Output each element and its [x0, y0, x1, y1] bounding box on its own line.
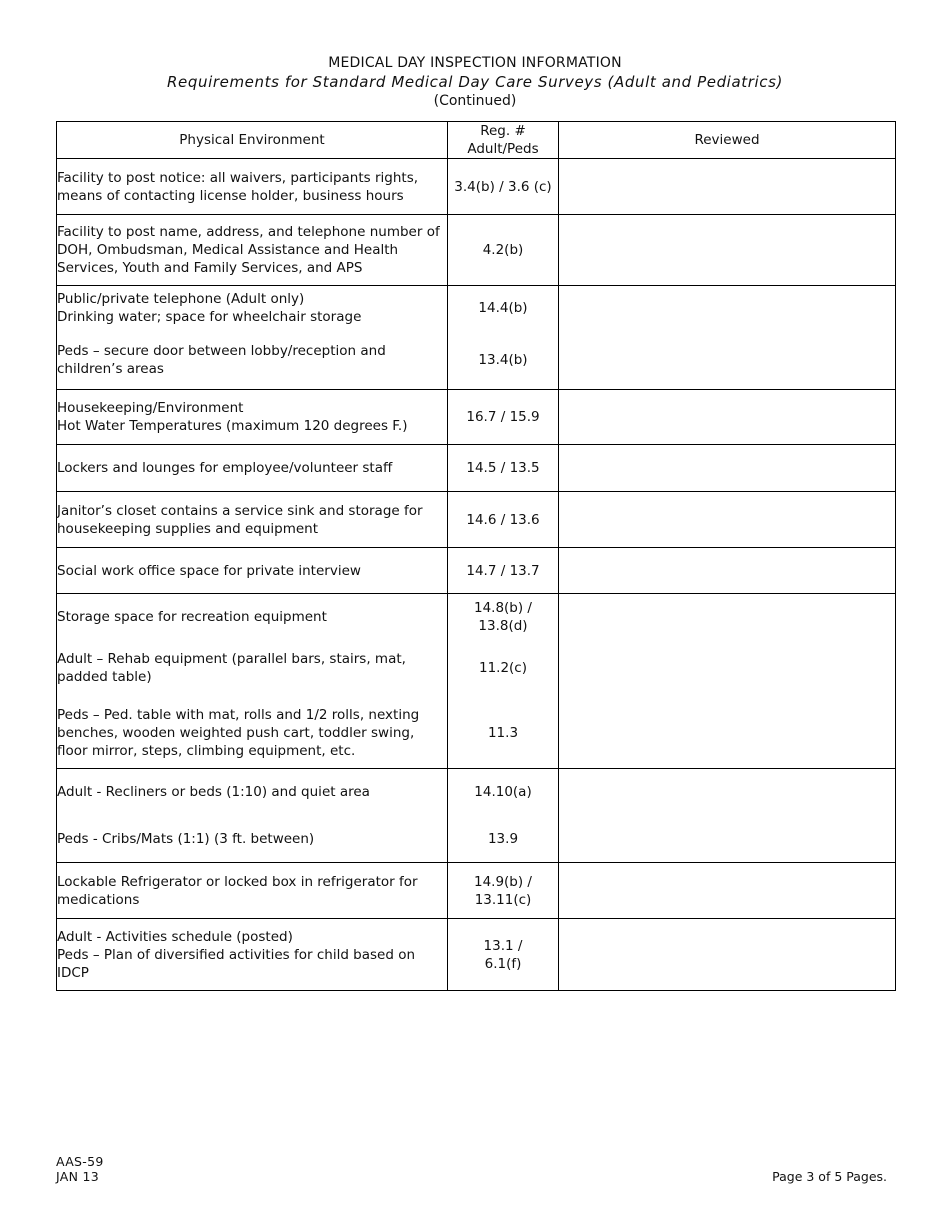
requirement-text: Lockers and lounges for employee/volunteer staff [57, 460, 393, 476]
regulation-number: 13.1 / [483, 937, 523, 954]
regulation-number: 16.7 / 15.9 [466, 409, 540, 425]
regulation-cell [448, 594, 559, 769]
regulation-number: 13.4(b) [478, 351, 528, 368]
reviewed-cell[interactable] [559, 390, 896, 445]
form-number: AAS-59 [56, 1154, 104, 1169]
regulation-cell [448, 215, 559, 286]
regulation-cell [448, 390, 559, 445]
requirement-text: Facility to post name, address, and telephone number of DOH, Ombudsman, Medical Assistance and Health Services, Youth and Family Services, and APS [57, 224, 440, 276]
reviewed-cell[interactable] [559, 215, 896, 286]
regulation-number: 4.2(b) [482, 242, 524, 258]
requirement-text: Peds – Ped. table with mat, rolls and 1/2 rolls, nexting benches, wooden weighted push cart, toddler swing, floor mirror, steps, climbing equipment, etc. [57, 706, 420, 759]
regulation-cell [448, 863, 559, 919]
column-header-reg-line2: Adult/Peds [467, 141, 539, 157]
regulation-number: 14.8(b) / 13.8(d) [473, 599, 532, 634]
requirement-text: Drinking water; space for wheelchair storage [57, 309, 362, 325]
requirement-text: Lockable Refrigerator or locked box in refrigerator for medications [57, 873, 418, 908]
regulation-item [448, 178, 558, 196]
table-row [57, 863, 896, 919]
table-row [57, 390, 896, 445]
requirement-item [57, 769, 447, 815]
table-row [57, 594, 896, 769]
requirement-cell [57, 159, 448, 215]
requirement-item [57, 169, 447, 205]
regulation-cell [448, 492, 559, 548]
column-header-physical-environment: Physical Environment [57, 122, 448, 159]
requirement-item [57, 928, 447, 982]
reviewed-cell[interactable] [559, 769, 896, 863]
regulation-cell [448, 919, 559, 991]
reviewed-cell[interactable] [559, 445, 896, 492]
requirement-item [57, 815, 447, 862]
requirement-cell [57, 390, 448, 445]
regulation-item [448, 562, 558, 580]
regulation-item [448, 241, 558, 259]
requirement-text: Adult - Activities schedule (posted) [57, 928, 293, 945]
requirement-text: Storage space for recreation equipment [57, 608, 327, 625]
table-row [57, 215, 896, 286]
regulation-item [448, 769, 558, 815]
requirement-text: Peds - Cribs/Mats (1:1) (3 ft. between) [57, 830, 315, 847]
regulation-cell [448, 159, 559, 215]
regulation-number: 14.6 / 13.6 [466, 511, 540, 528]
requirement-item [57, 399, 447, 435]
column-header-reviewed: Reviewed [559, 122, 896, 159]
form-date: JAN 13 [56, 1169, 100, 1184]
table-row [57, 492, 896, 548]
requirement-item [57, 562, 447, 580]
requirement-item [57, 330, 447, 389]
regulation-cell [448, 445, 559, 492]
requirement-item [57, 459, 447, 477]
requirement-cell [57, 492, 448, 548]
regulation-item [448, 697, 558, 768]
requirement-text: Facility to post notice: all waivers, participants rights, means of contacting license holder, business hours [57, 169, 419, 204]
document-title: MEDICAL DAY INSPECTION INFORMATION [328, 55, 622, 71]
requirement-cell [57, 445, 448, 492]
requirement-text: Public/private telephone (Adult only) [57, 291, 305, 307]
regulation-number: 14.9(b) / [473, 873, 532, 890]
table-row [57, 919, 896, 991]
table-row [57, 769, 896, 863]
column-header-reg-line1: Reg. # [480, 123, 526, 139]
table-row [57, 286, 896, 390]
regulation-number: 11.3 [487, 724, 519, 741]
document-header [0, 54, 950, 110]
requirement-text: Housekeeping/Environment [57, 400, 244, 416]
form-identifier [56, 1154, 104, 1184]
reviewed-cell[interactable] [559, 594, 896, 769]
continued-label: (Continued) [433, 93, 517, 109]
page-number: Page 3 of 5 Pages. [772, 1169, 887, 1184]
requirements-table [56, 121, 896, 991]
requirement-item [57, 502, 447, 538]
requirement-item [57, 223, 447, 277]
requirement-item [57, 594, 447, 639]
requirement-cell [57, 863, 448, 919]
table-row [57, 159, 896, 215]
document-subtitle: Requirements for Standard Medical Day Care Surveys (Adult and Pediatrics) [167, 73, 783, 91]
requirement-item [57, 286, 447, 330]
requirement-cell [57, 548, 448, 594]
regulation-item [448, 459, 558, 477]
regulation-item [448, 639, 558, 697]
regulation-number: 14.7 / 13.7 [466, 562, 540, 579]
table-row [57, 548, 896, 594]
table-row [57, 445, 896, 492]
requirement-item [57, 697, 447, 768]
regulation-cell [448, 769, 559, 863]
regulation-number: 14.5 / 13.5 [466, 460, 540, 476]
reviewed-cell[interactable] [559, 286, 896, 390]
regulation-cell [448, 548, 559, 594]
reviewed-cell[interactable] [559, 548, 896, 594]
regulation-item [448, 511, 558, 529]
requirement-text: Janitor’s closet contains a service sink and storage for housekeeping supplies and equipment [57, 502, 423, 537]
requirement-text: Adult - Recliners or beds (1:10) and quiet area [57, 784, 370, 800]
regulation-number: 3.4(b) / 3.6 (c) [454, 178, 552, 195]
regulation-number: 14.10(a) [474, 784, 532, 800]
requirement-text: Social work office space for private interview [57, 562, 361, 579]
regulation-number: 14.4(b) [478, 300, 528, 316]
requirement-cell [57, 286, 448, 390]
regulation-item [448, 408, 558, 426]
requirement-text: Hot Water Temperatures (maximum 120 degrees F.) [57, 418, 408, 434]
regulation-cell [448, 286, 559, 390]
requirement-text: Peds – secure door between lobby/reception and children’s areas [57, 342, 386, 377]
requirement-text: Peds – Plan of diversified activities for child based on IDCP [57, 946, 416, 981]
regulation-item [448, 330, 558, 389]
regulation-number: 13.9 [487, 830, 519, 847]
requirement-item [57, 639, 447, 697]
column-header-reg [448, 122, 559, 159]
reviewed-cell[interactable] [559, 159, 896, 215]
regulation-item [448, 286, 558, 330]
reviewed-cell[interactable] [559, 919, 896, 991]
requirement-text: Adult – Rehab equipment (parallel bars, stairs, mat, padded table) [57, 651, 406, 685]
regulation-item [448, 937, 558, 973]
reviewed-cell[interactable] [559, 863, 896, 919]
regulation-item [448, 873, 558, 909]
regulation-number: 6.1(f) [484, 955, 522, 972]
reviewed-cell[interactable] [559, 492, 896, 548]
table-header-row [57, 122, 896, 159]
requirement-cell [57, 769, 448, 863]
regulation-number: 11.2(c) [478, 660, 527, 676]
requirement-cell [57, 594, 448, 769]
requirement-cell [57, 919, 448, 991]
regulation-item [448, 815, 558, 862]
regulation-item [448, 594, 558, 639]
requirement-item [57, 873, 447, 909]
regulation-number: 13.11(c) [474, 891, 532, 908]
requirement-cell [57, 215, 448, 286]
